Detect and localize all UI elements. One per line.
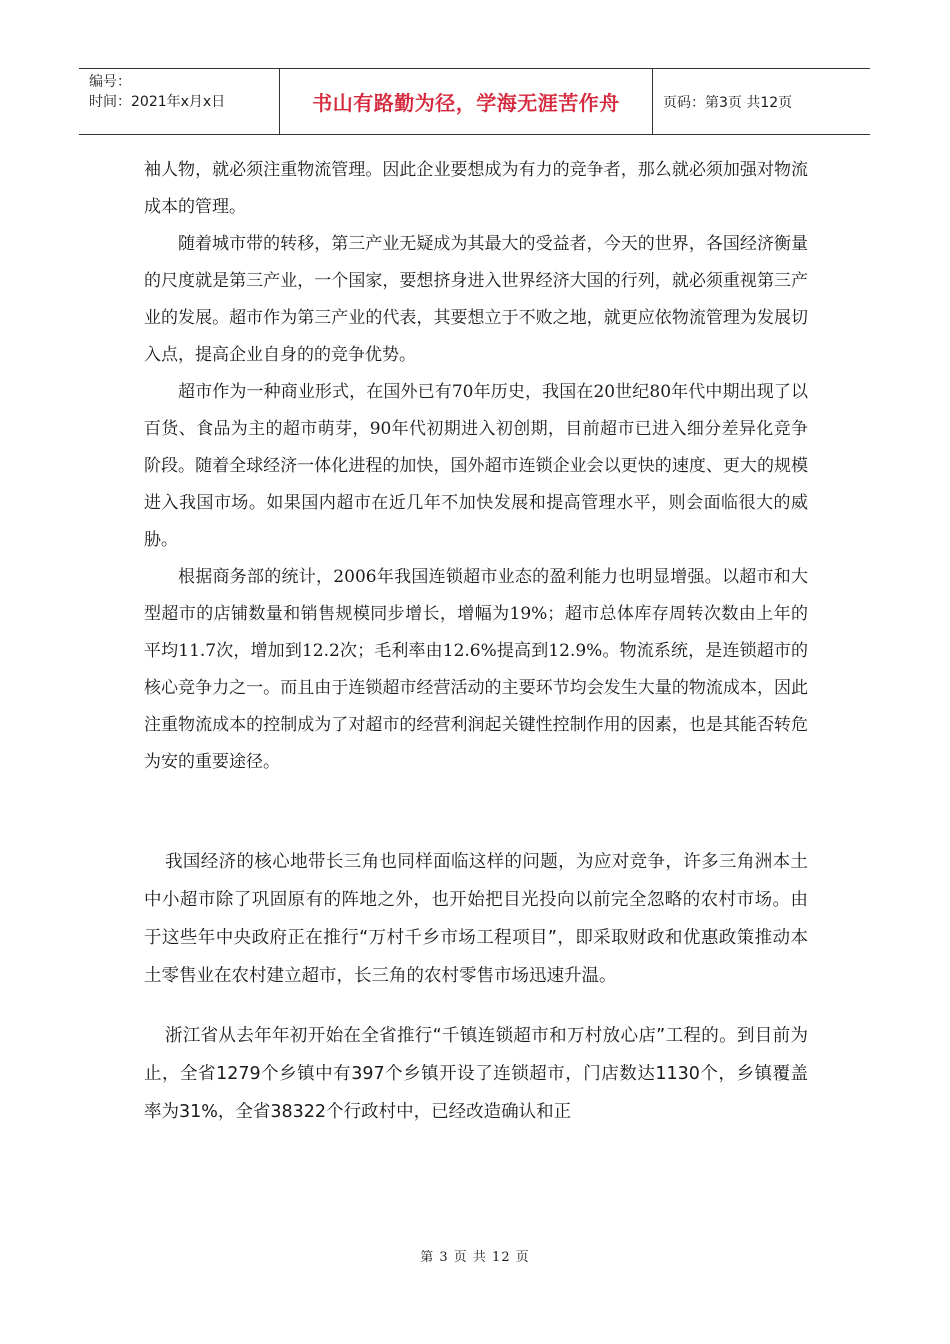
- main-text-block: [144, 152, 808, 781]
- paragraph: 我国经济的核心地带长三角也同样面临这样的问题，为应对竞争，许多三角洲本土中小超市除了巩固原有的阵地之外，也开始把目光投向以前完全忽略的农村市场。由于这些年中央政府正在推行“万村千乡市场工程项目”，即采取财政和优惠政策推动本土零售业在农村建立超市，长三角的农村零售市场迅速升温。: [144, 852, 808, 986]
- page-header: [79, 68, 870, 135]
- date-label: 时间：2021年x月x日: [89, 94, 226, 110]
- paragraph: 随着城市带的转移，第三产业无疑成为其最大的受益者，今天的世界，各国经济衡量的尺度就是第三产业，一个国家，要想挤身进入世界经济大国的行列，就必须重视第三产业的发展。超市作为第三产业的代表，其要想立于不败之地，就更应依物流管理为发展切入点，提高企业自身的的竞争优势。: [144, 234, 808, 365]
- motto-text: 书山有路勤为径，学海无涯苦作舟: [312, 91, 620, 115]
- header-meta: [79, 69, 280, 134]
- paragraph: 根据商务部的统计，2006年我国连锁超市业态的盈利能力也明显增强。以超市和大型超市的店铺数量和销售规模同步增长，增幅为19%；超市总体库存周转次数由上年的平均11.7次，增加到12.2次；毛利率由12.6%提高到12.9%。物流系统，是连锁超市的核心竞争力之一。而且由于连锁超市经营活动的主要环节均会发生大量的物流成本，因此注重物流成本的控制成为了对超市的经营利润起关键性控制作用的因素，也是其能否转危为安的重要途径。: [144, 567, 808, 772]
- header-motto-cell: [280, 69, 653, 134]
- paragraph: 超市作为一种商业形式，在国外已有70年历史，我国在20世纪80年代中期出现了以百货、食品为主的超市萌芽，90年代初期进入初创期，目前超市已进入细分差异化竞争阶段。随着全球经济一体化进程的加快，国外超市连锁企业会以更快的速度、更大的规模进入我国市场。如果国内超市在近几年不加快发展和提高管理水平，则会面临很大的威胁。: [144, 382, 808, 550]
- header-page-cell: [653, 69, 870, 134]
- serial-number-label: 编号：: [89, 74, 131, 90]
- paragraph: 浙江省从去年年初开始在全省推行“千镇连锁超市和万村放心店”工程的。到目前为止，全省1279个乡镇中有397个乡镇开设了连锁超市，门店数达1130个，乡镇覆盖率为31%，全省38322个行政村中，已经改造确认和正: [144, 1026, 808, 1122]
- page-footer: 第 3 页 共 12 页: [420, 1250, 530, 1265]
- page-number-label: 页码：第3页 共12页: [663, 94, 793, 111]
- secondary-text-block: [144, 843, 808, 1131]
- paragraph: 袖人物，就必须注重物流管理。因此企业要想成为有力的竞争者，那么就必须加强对物流成本的管理。: [144, 160, 808, 217]
